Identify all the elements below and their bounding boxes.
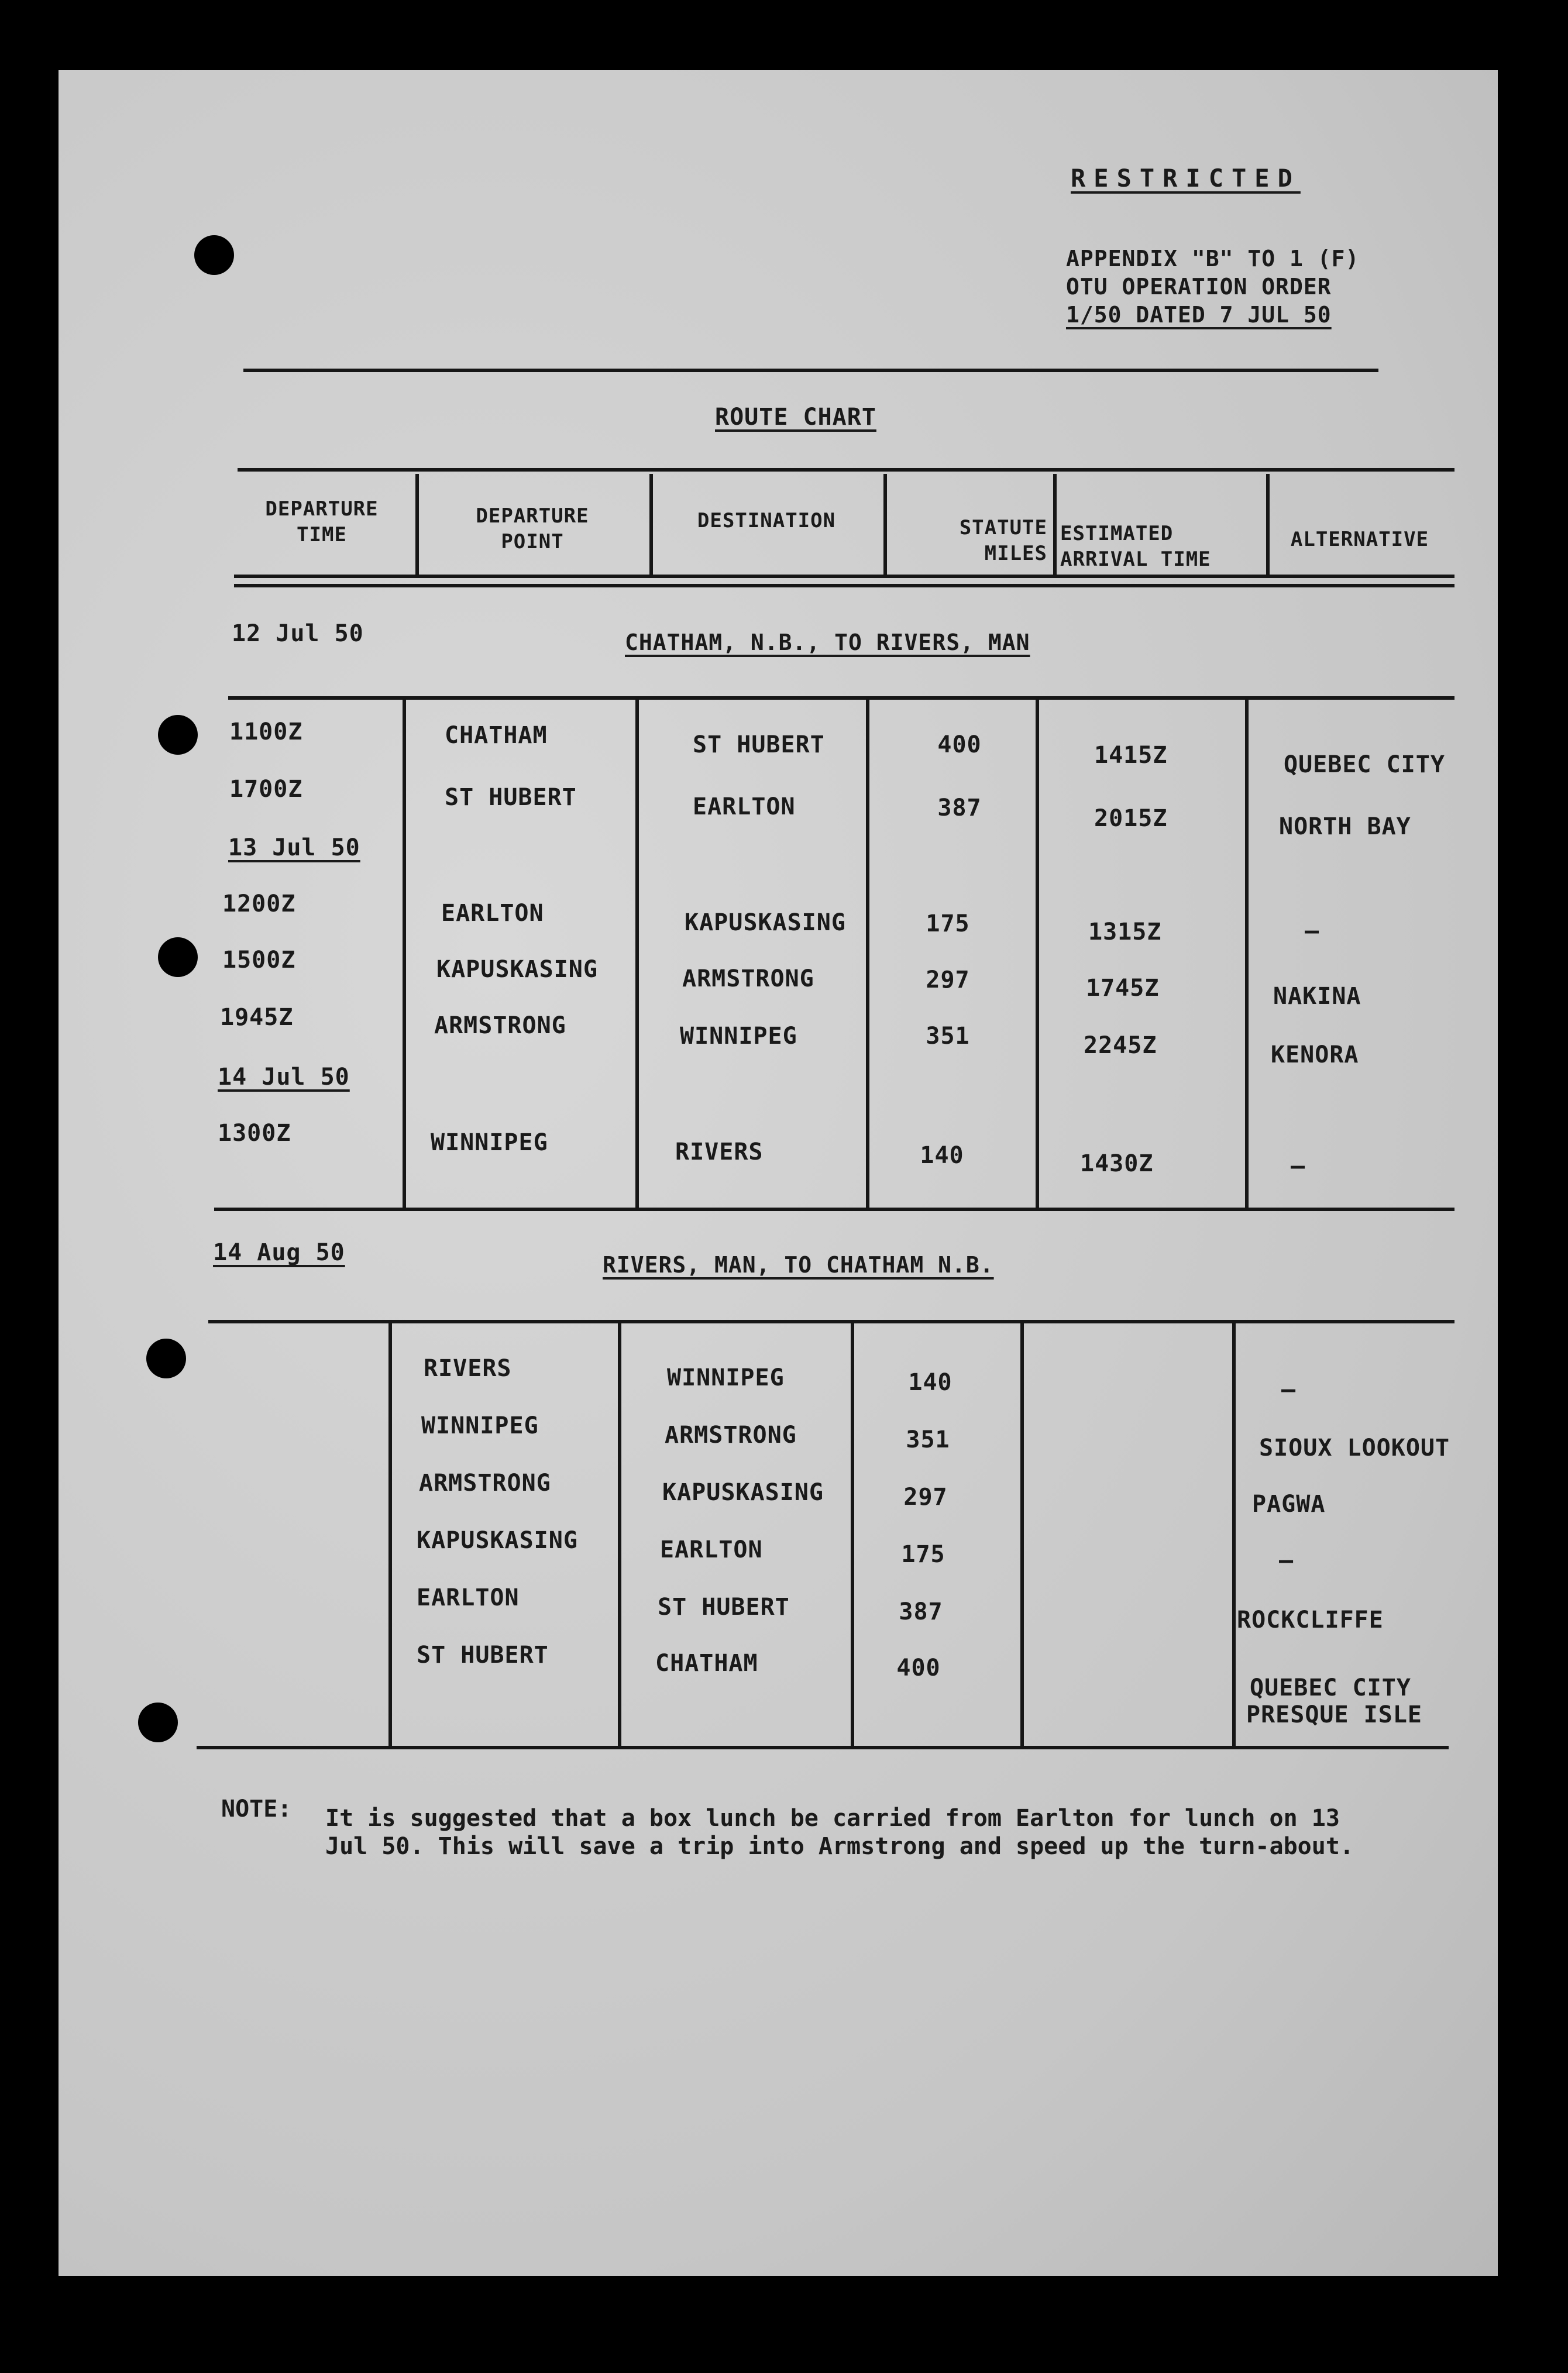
column-divider [649,474,653,575]
table-header-rule [234,575,1454,578]
statute-miles: 400 [896,1655,941,1681]
statute-miles: 351 [926,1023,970,1050]
departure-point: ARMSTRONG [419,1470,551,1497]
section1-title: CHATHAM, N.B., TO RIVERS, MAN [625,630,1030,655]
alternative: ROCKCLIFFE [1237,1607,1384,1633]
alternative: QUEBEC CITY [1284,751,1445,778]
order-date-reference: 1/50 DATED 7 JUL 50 [1066,302,1332,328]
column-divider [866,699,869,1208]
section2-date: 14 Aug 50 [213,1239,345,1266]
section1-top-rule [228,696,1454,700]
header-rule [243,369,1378,372]
page-title: ROUTE CHART [715,404,876,431]
column-divider [1232,1322,1236,1746]
statute-miles: 400 [937,731,982,758]
destination: EARLTON [660,1536,763,1563]
destination: WINNIPEG [680,1023,797,1050]
column-divider [618,1322,621,1746]
destination: EARLTON [693,793,796,820]
punch-hole [158,937,198,977]
statute-miles: 175 [901,1541,945,1568]
departure-point: KAPUSKASING [417,1527,578,1554]
destination: ARMSTRONG [665,1422,797,1449]
estimated-arrival: 1315Z [1088,919,1162,945]
departure-time: 1700Z [229,776,303,803]
destination: KAPUSKASING [685,909,846,936]
column-divider [851,1322,854,1746]
departure-point: WINNIPEG [431,1129,548,1156]
appendix-reference: APPENDIX "B" TO 1 (F) [1066,246,1360,271]
column-divider [1245,699,1249,1208]
column-divider [883,474,887,575]
departure-point: WINNIPEG [421,1412,539,1439]
column-divider [388,1322,392,1746]
column-header-statute-miles: STATUTE MILES [959,516,1047,565]
estimated-arrival: 2015Z [1094,805,1168,832]
destination: RIVERS [675,1139,764,1165]
departure-point: KAPUSKASING [436,956,598,983]
section2-title: RIVERS, MAN, TO CHATHAM N.B. [603,1252,994,1278]
section2-top-rule [208,1320,1454,1323]
punch-hole [138,1703,178,1742]
departure-time: 1300Z [218,1120,291,1147]
section1-date-13: 13 Jul 50 [228,834,360,861]
departure-point: ARMSTRONG [434,1012,566,1039]
statute-miles: 297 [926,967,970,993]
alternative: KENORA [1271,1041,1359,1068]
departure-point: EARLTON [417,1584,520,1611]
estimated-arrival: 1430Z [1080,1150,1154,1177]
alternative: — [1281,1376,1297,1403]
column-divider [1266,474,1270,575]
alternative: — [1291,1153,1306,1179]
destination: KAPUSKASING [662,1479,824,1506]
document-page [59,70,1498,2276]
destination: CHATHAM [655,1650,758,1677]
departure-time: 1945Z [220,1004,294,1031]
alternative: NORTH BAY [1279,813,1411,840]
departure-time: 1100Z [229,718,303,745]
column-header-alternative: ALTERNATIVE [1290,528,1429,551]
destination: WINNIPEG [667,1364,785,1391]
departure-point: ST HUBERT [417,1642,549,1669]
statute-miles: 387 [899,1598,943,1625]
punch-hole [146,1339,186,1378]
estimated-arrival: 2245Z [1084,1032,1157,1059]
column-header-departure-time: DEPARTURE TIME [265,497,379,546]
table-header-rule [234,584,1454,587]
departure-time: 1200Z [222,890,296,917]
statute-miles: 351 [906,1426,950,1453]
destination: ARMSTRONG [682,965,814,992]
statute-miles: 175 [926,910,970,937]
column-header-departure-point: DEPARTURE POINT [476,504,589,553]
section2-bottom-rule [197,1746,1449,1749]
section1-date: 12 Jul 50 [232,620,364,647]
statute-miles: 297 [903,1484,948,1511]
departure-point: EARLTON [441,900,544,927]
destination: ST HUBERT [693,731,825,758]
estimated-arrival: 1415Z [1094,742,1168,769]
column-header-destination: DESTINATION [697,509,836,532]
note-label: NOTE: [221,1796,292,1822]
departure-time: 1500Z [222,947,296,974]
departure-point: RIVERS [424,1355,512,1382]
column-divider [1036,699,1039,1208]
departure-point: CHATHAM [445,722,548,749]
alternative-secondary: PRESQUE ISLE [1246,1701,1422,1728]
alternative: PAGWA [1252,1491,1326,1518]
column-divider [415,474,419,575]
alternative: QUEBEC CITY [1250,1674,1411,1701]
alternative: — [1305,917,1320,944]
alternative: — [1279,1547,1294,1574]
statute-miles: 140 [920,1142,964,1169]
destination: ST HUBERT [658,1594,790,1621]
statute-miles: 140 [908,1369,953,1396]
column-divider [1053,474,1057,575]
punch-hole [158,715,198,755]
operation-order-reference: OTU OPERATION ORDER [1066,274,1332,300]
estimated-arrival: 1745Z [1086,975,1160,1002]
punch-hole [194,235,234,275]
alternative: NAKINA [1273,983,1361,1010]
classification-marking: RESTRICTED [1071,164,1301,192]
column-divider [1020,1322,1024,1746]
statute-miles: 387 [937,795,982,821]
section1-date-14: 14 Jul 50 [218,1064,350,1091]
column-divider [403,699,406,1208]
section1-bottom-rule [214,1208,1454,1211]
column-divider [635,699,639,1208]
alternative: SIOUX LOOKOUT [1259,1435,1450,1461]
departure-point: ST HUBERT [445,784,577,811]
column-header-estimated-arrival: ESTIMATED ARRIVAL TIME [1060,522,1211,571]
table-top-rule [238,468,1454,472]
note-text: It is suggested that a box lunch be carried from Earlton for lunch on 13 Jul 50. This will save a trip into Armstrong and speed up the turn-about. [325,1805,1354,1860]
